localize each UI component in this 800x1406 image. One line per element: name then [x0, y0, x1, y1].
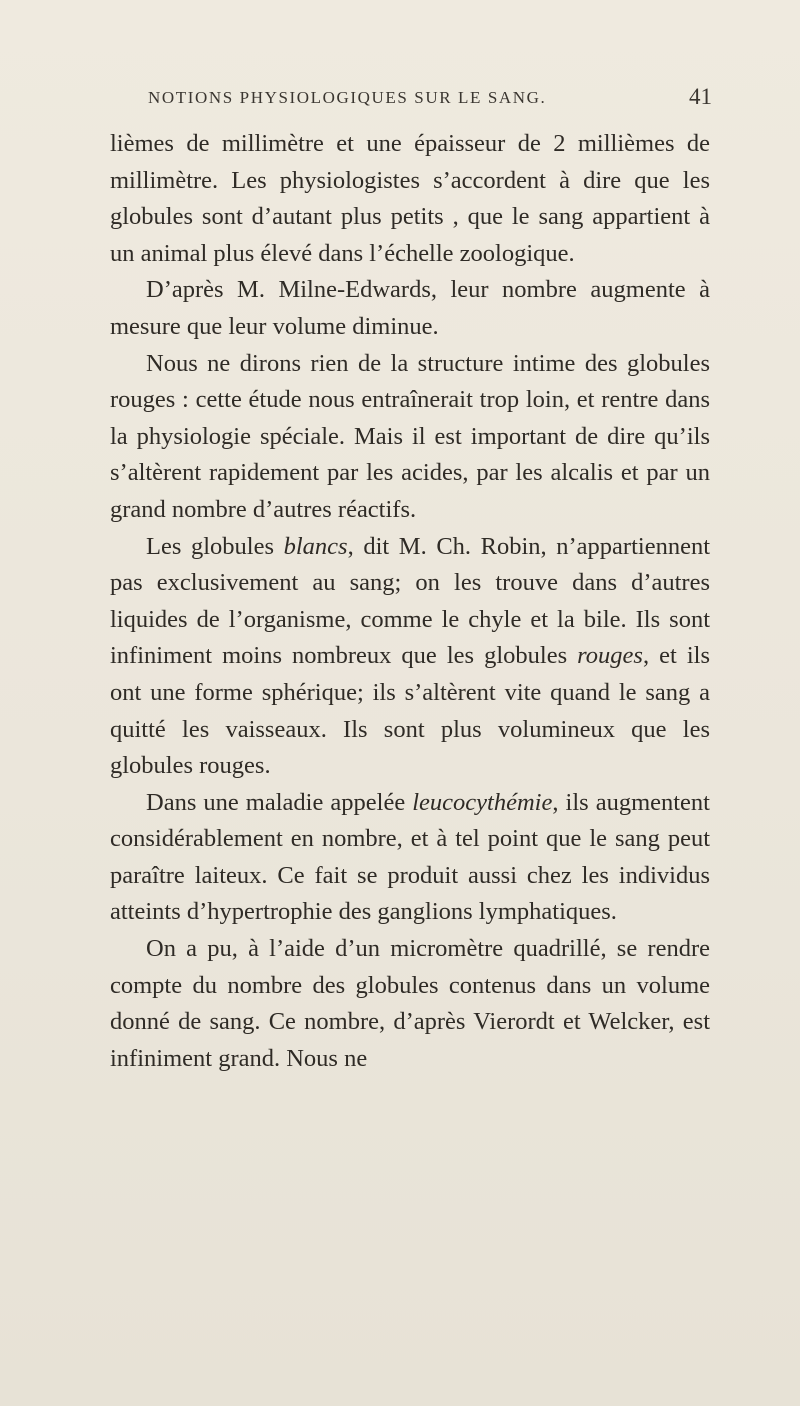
paragraph-leucocythemie [110, 785, 710, 931]
body-text [110, 126, 710, 1077]
paragraph-micrometre [110, 931, 710, 1077]
page-number: 41 [689, 84, 712, 109]
paragraph-structure [110, 346, 710, 529]
paragraph-text: , dit M. Ch. Robin, n’appartiennent pas exclusivement au sang; on les trouve dans d’autres liquides de l’organisme, comme le chyle et la bile. Ils sont infiniment moins nombreux que les globules [110, 532, 711, 670]
running-head [148, 84, 712, 116]
paragraph-text: D’après M. Milne-Edwards, leur nombre augmente à mesure que leur volume diminue. [110, 276, 710, 340]
paragraph-milne-edwards [110, 272, 710, 345]
italic-term: blancs [283, 532, 348, 560]
paragraph-text: lièmes de millimètre et une épaisseur de 2 millièmes de millimètre. Les physiologistes s’accordent à dire que les globules sont d’autant plus petits , que le sang appartient à un animal plus élevé dans l’échelle zoologique. [110, 130, 710, 267]
italic-term: leucocythémie [412, 788, 553, 816]
paragraph-globules-blancs [110, 529, 710, 785]
paragraph-continued [110, 126, 710, 272]
paragraph-text: Les globules [146, 532, 284, 560]
paragraph-text: Nous ne dirons rien de la structure intime des globules rouges : cette étude nous entraînerait trop loin, et rentre dans la physiologie spéciale. Mais il est important de dire qu’ils s’altèrent rapidement par les acides, par les alcalis et par un grand nombre d’autres réactifs. [110, 349, 710, 523]
paragraph-text: On a pu, à l’aide d’un micromètre quadrillé, se rendre compte du nombre des globules contenus dans un volume donné de sang. Ce nombre, d’après Vierordt et Welcker, est infiniment grand. Nous ne [110, 935, 710, 1072]
paragraph-text: , ils augmentent considérablement en nombre, et à tel point que le sang peut paraître laiteux. Ce fait se produit aussi chez les individus atteints d’hypertrophie des ganglions lymphatiques. [110, 788, 710, 926]
paragraph-text: , et ils ont une forme sphérique; ils s’altèrent vite quand le sang a quitté les vaisseaux. Ils sont plus volumineux que les globules rouges. [110, 642, 710, 780]
running-title: NOTIONS PHYSIOLOGIQUES SUR LE SANG. [148, 88, 547, 107]
italic-term: rouges [577, 642, 643, 670]
paragraph-text: Dans une maladie appelée [146, 788, 413, 816]
